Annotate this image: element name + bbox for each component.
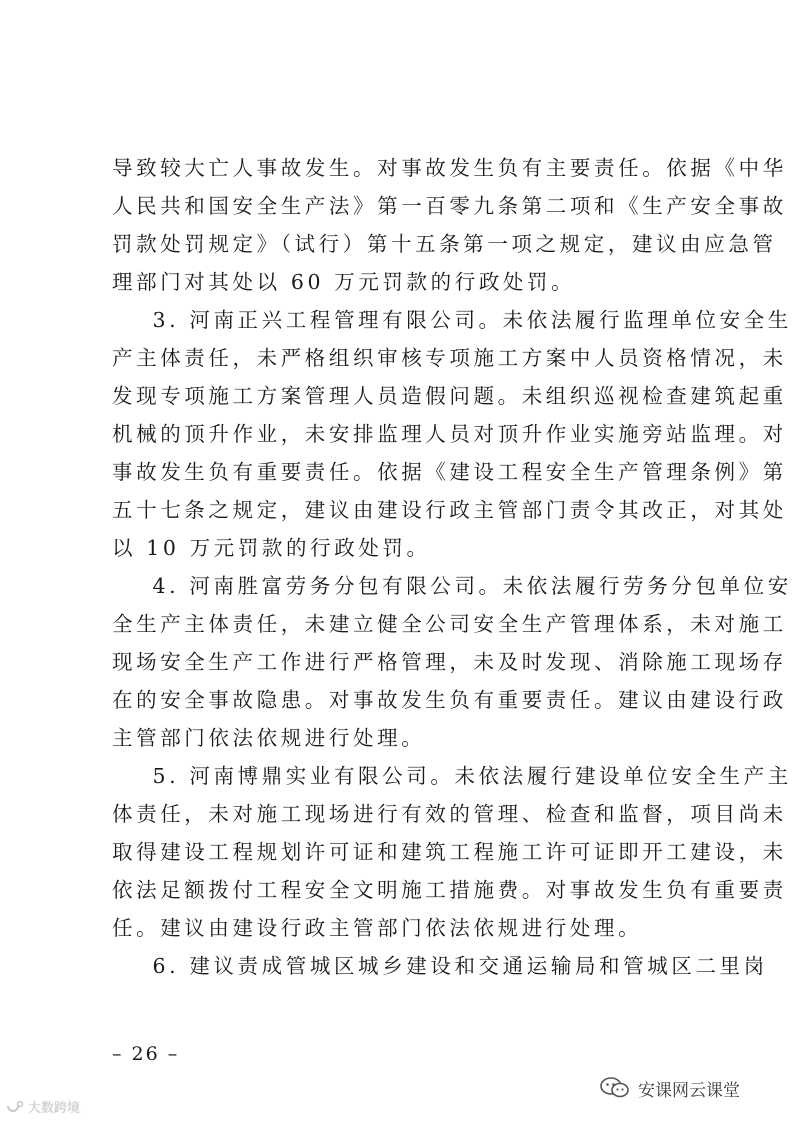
logo-icon — [6, 1099, 24, 1113]
text-line: 取得建设工程规划许可证和建筑工程施工许可证即开工建设，未 — [112, 840, 787, 864]
text-line: 发现专项施工方案管理人员造假问题。未组织巡视检查建筑起重 — [112, 384, 787, 408]
watermark-left — [6, 1096, 80, 1116]
text-line: 6. 建议责成管城区城乡建设和交通运输局和管城区二里岗 — [112, 954, 768, 978]
text-line: 任。建议由建设行政主管部门依法依规进行处理。 — [112, 916, 643, 940]
watermark-left-label: 大数跨境 — [28, 1100, 81, 1116]
watermark-right — [600, 1074, 740, 1102]
text-line: 以 10 万元罚款的行政处罚。 — [112, 536, 431, 560]
page-number: – 26 – — [112, 1043, 180, 1065]
text-line: 五十七条之规定，建议由建设行政主管部门责令其改正，对其处 — [112, 498, 787, 522]
text-line: 人民共和国安全生产法》第一百零九条第二项和《生产安全事故 — [112, 194, 787, 218]
text-line: 4. 河南胜富劳务分包有限公司。未依法履行劳务分包单位安 — [112, 574, 792, 598]
text-line: 主管部门依法依规进行处理。 — [112, 726, 426, 750]
text-line: 产主体责任，未严格组织审核专项施工方案中人员资格情况，未 — [112, 346, 787, 370]
text-line: 依法足额拨付工程安全文明施工措施费。对事故发生负有重要责 — [112, 878, 787, 902]
text-line: 全生产主体责任，未建立健全公司安全生产管理体系，未对施工 — [112, 612, 787, 636]
text-line: 理部门对其处以 60 万元罚款的行政处罚。 — [112, 270, 576, 294]
text-line: 导致较大亡人事故发生。对事故发生负有主要责任。依据《中华 — [112, 156, 787, 180]
text-line: 事故发生负有重要责任。依据《建设工程安全生产管理条例》第 — [112, 460, 787, 484]
wechat-icon — [600, 1077, 630, 1099]
text-line: 罚款处罚规定》（试行）第十五条第一项之规定，建议由应急管 — [112, 232, 777, 256]
text-line: 机械的顶升作业，未安排监理人员对顶升作业实施旁站监理。对 — [112, 422, 787, 446]
text-line: 体责任，未对施工现场进行有效的管理、检查和监督，项目尚未 — [112, 802, 787, 826]
text-line: 5. 河南博鼎实业有限公司。未依法履行建设单位安全生产主 — [112, 764, 792, 788]
text-line: 3. 河南正兴工程管理有限公司。未依法履行监理单位安全生 — [112, 308, 792, 332]
text-line: 现场安全生产工作进行严格管理，未及时发现、消除施工现场存 — [112, 650, 787, 674]
text-line: 在的安全事故隐患。对事故发生负有重要责任。建议由建设行政 — [112, 688, 787, 712]
watermark-right-label: 安课网云课堂 — [638, 1080, 740, 1101]
